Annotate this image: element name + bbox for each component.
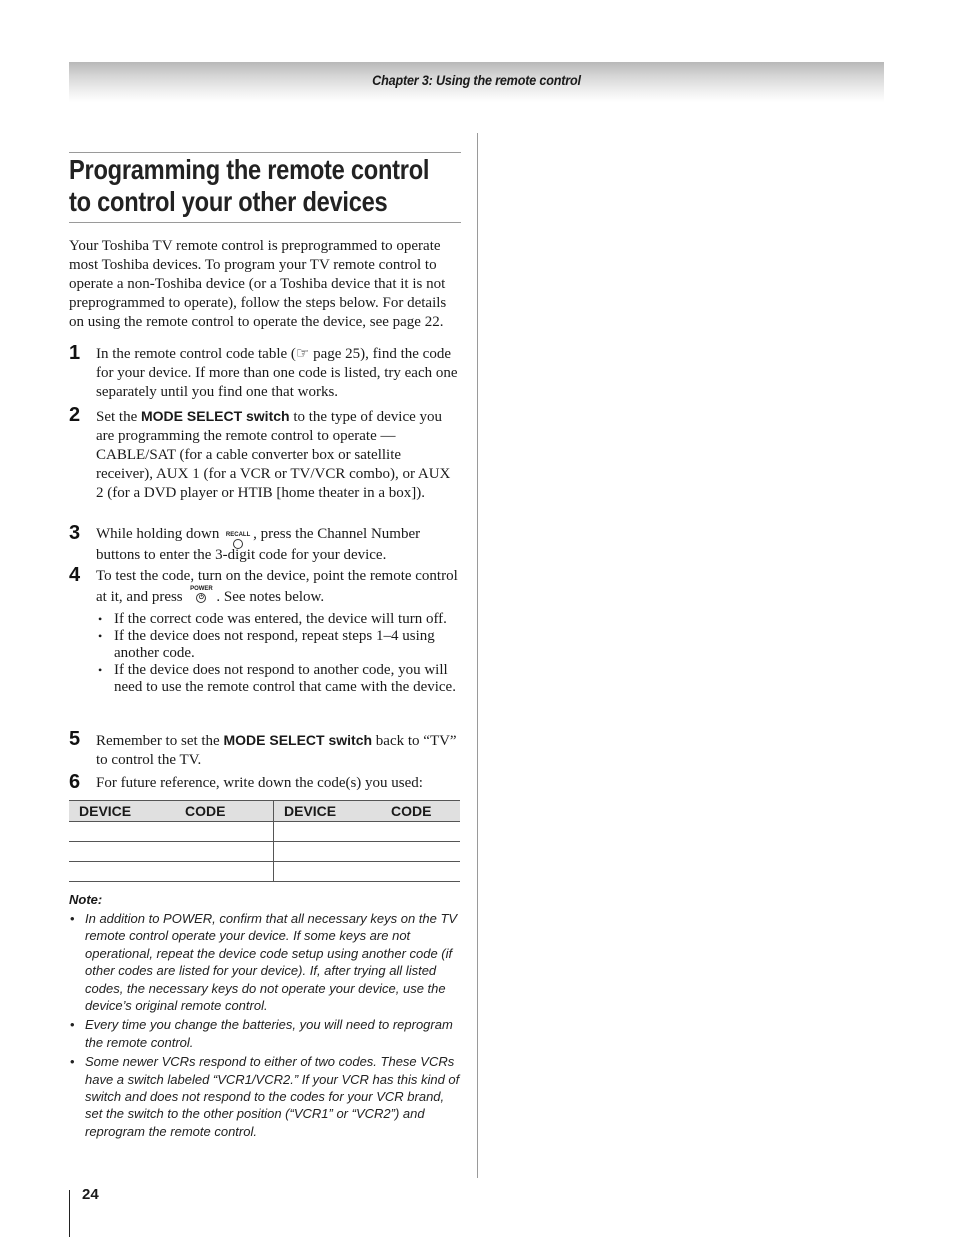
mode-select-label: MODE SELECT switch bbox=[223, 732, 373, 748]
table-cell bbox=[274, 822, 461, 842]
column-header-code: CODE bbox=[381, 801, 460, 822]
step-4 bbox=[69, 564, 461, 607]
section-title bbox=[69, 154, 430, 218]
step-number: 5 bbox=[69, 728, 81, 750]
list-item: • If the device does not respond, repeat steps 1–4 using another code. bbox=[96, 628, 462, 662]
step-text: In the remote control code table (☞ page 25), find the code for your device. If more than one code is listed, try each one separately until you find one that works. bbox=[96, 346, 458, 400]
step-6 bbox=[69, 771, 461, 793]
table-row bbox=[69, 862, 460, 882]
power-icon-label: POWER bbox=[190, 586, 213, 592]
step-number: 6 bbox=[69, 771, 81, 793]
intro-paragraph: Your Toshiba TV remote control is preprogrammed to operate most Toshiba devices. To program your TV remote control to operate a non-Toshiba device (or a Toshiba device that it is not preprogrammed to operate), follow the steps below. For details on using the remote control to operate the device, see page 22. bbox=[69, 238, 447, 330]
table-cell bbox=[274, 862, 461, 882]
page-number: 24 bbox=[82, 1186, 99, 1203]
step-text-pre: While holding down bbox=[96, 526, 224, 542]
column-header-device: DEVICE bbox=[274, 801, 382, 822]
column-header-code: CODE bbox=[175, 801, 274, 822]
list-item: • If the device does not respond to another code, you will need to use the remote control that came with the device. bbox=[96, 662, 462, 696]
step-text-post: , press the Channel Number buttons to enter the 3-digit code for your device. bbox=[96, 526, 421, 563]
list-item: • Some newer VCRs respond to either of two codes. These VCRs have a switch labeled “VCR1/VCR2.” If your VCR has this kind of switch and does not respond to the codes for your VCR brand, set the switch to the other position (“VCR1” or “VCR2”) and reprogram the remote control. bbox=[69, 1053, 464, 1140]
recall-icon-label: RECALL bbox=[225, 532, 251, 538]
note-list bbox=[69, 910, 464, 1142]
step-text-pre: To test the code, turn on the device, point the remote control at it, and press bbox=[96, 568, 458, 605]
recall-button-icon bbox=[223, 532, 253, 546]
step-4-bullets bbox=[96, 611, 462, 696]
section-title-line-1: Programming the remote control bbox=[69, 154, 430, 185]
list-item: • Every time you change the batteries, you will need to reprogram the remote control. bbox=[69, 1016, 464, 1051]
power-button-icon: POWER ⏻ bbox=[190, 586, 213, 601]
step-3 bbox=[69, 522, 461, 565]
title-rule-bottom bbox=[69, 222, 461, 223]
step-number: 4 bbox=[69, 564, 81, 586]
step-text-post: . See notes below. bbox=[216, 589, 325, 605]
step-text-pre: Remember to set the bbox=[96, 733, 224, 749]
step-text-post: to the type of device you are programming the remote control to operate — CABLE/SAT (for a cable converter box or satellite receiver), AUX 1 (for a VCR or TV/VCR combo), or AUX 2 (for a DVD player or HTIB [home theater in a box]). bbox=[96, 409, 451, 501]
title-rule-top bbox=[69, 152, 461, 153]
step-text bbox=[96, 407, 461, 503]
chapter-title: Chapter 3: Using the remote control bbox=[372, 72, 581, 88]
step-number: 1 bbox=[69, 342, 81, 364]
table-cell bbox=[69, 822, 274, 842]
step-text: For future reference, write down the code(s) you used: bbox=[96, 775, 423, 791]
table-cell bbox=[274, 842, 461, 862]
step-text bbox=[96, 525, 461, 565]
chapter-header bbox=[69, 62, 884, 102]
column-header-device: DEVICE bbox=[69, 801, 175, 822]
table-header-row bbox=[69, 801, 460, 822]
step-text-pre: Set the bbox=[96, 409, 141, 425]
code-record-table bbox=[69, 800, 460, 882]
step-text bbox=[96, 731, 461, 770]
table-row bbox=[69, 822, 460, 842]
step-2 bbox=[69, 404, 461, 503]
mode-select-label: MODE SELECT switch bbox=[141, 408, 290, 424]
note-heading: Note: bbox=[69, 892, 103, 907]
step-1 bbox=[69, 342, 461, 402]
step-5 bbox=[69, 728, 461, 770]
step-number: 3 bbox=[69, 522, 81, 544]
column-divider bbox=[477, 133, 478, 1178]
page-number-rule bbox=[69, 1190, 70, 1237]
step-number: 2 bbox=[69, 404, 81, 426]
list-item: • If the correct code was entered, the device will turn off. bbox=[96, 611, 462, 628]
table-cell bbox=[69, 862, 274, 882]
section-title-line-2: to control your other devices bbox=[69, 186, 388, 217]
table-row bbox=[69, 842, 460, 862]
list-item: • In addition to POWER, confirm that all necessary keys on the TV remote control operate your device. If some keys are not operational, repeat the device code setup using another code (if other codes are listed for your device). If, after trying all listed codes, the necessary keys do not operate your device, use the device’s original remote control. bbox=[69, 910, 464, 1014]
table-cell bbox=[69, 842, 274, 862]
step-text-post: back to “TV” to control the TV. bbox=[96, 733, 457, 768]
step-text bbox=[96, 567, 461, 607]
